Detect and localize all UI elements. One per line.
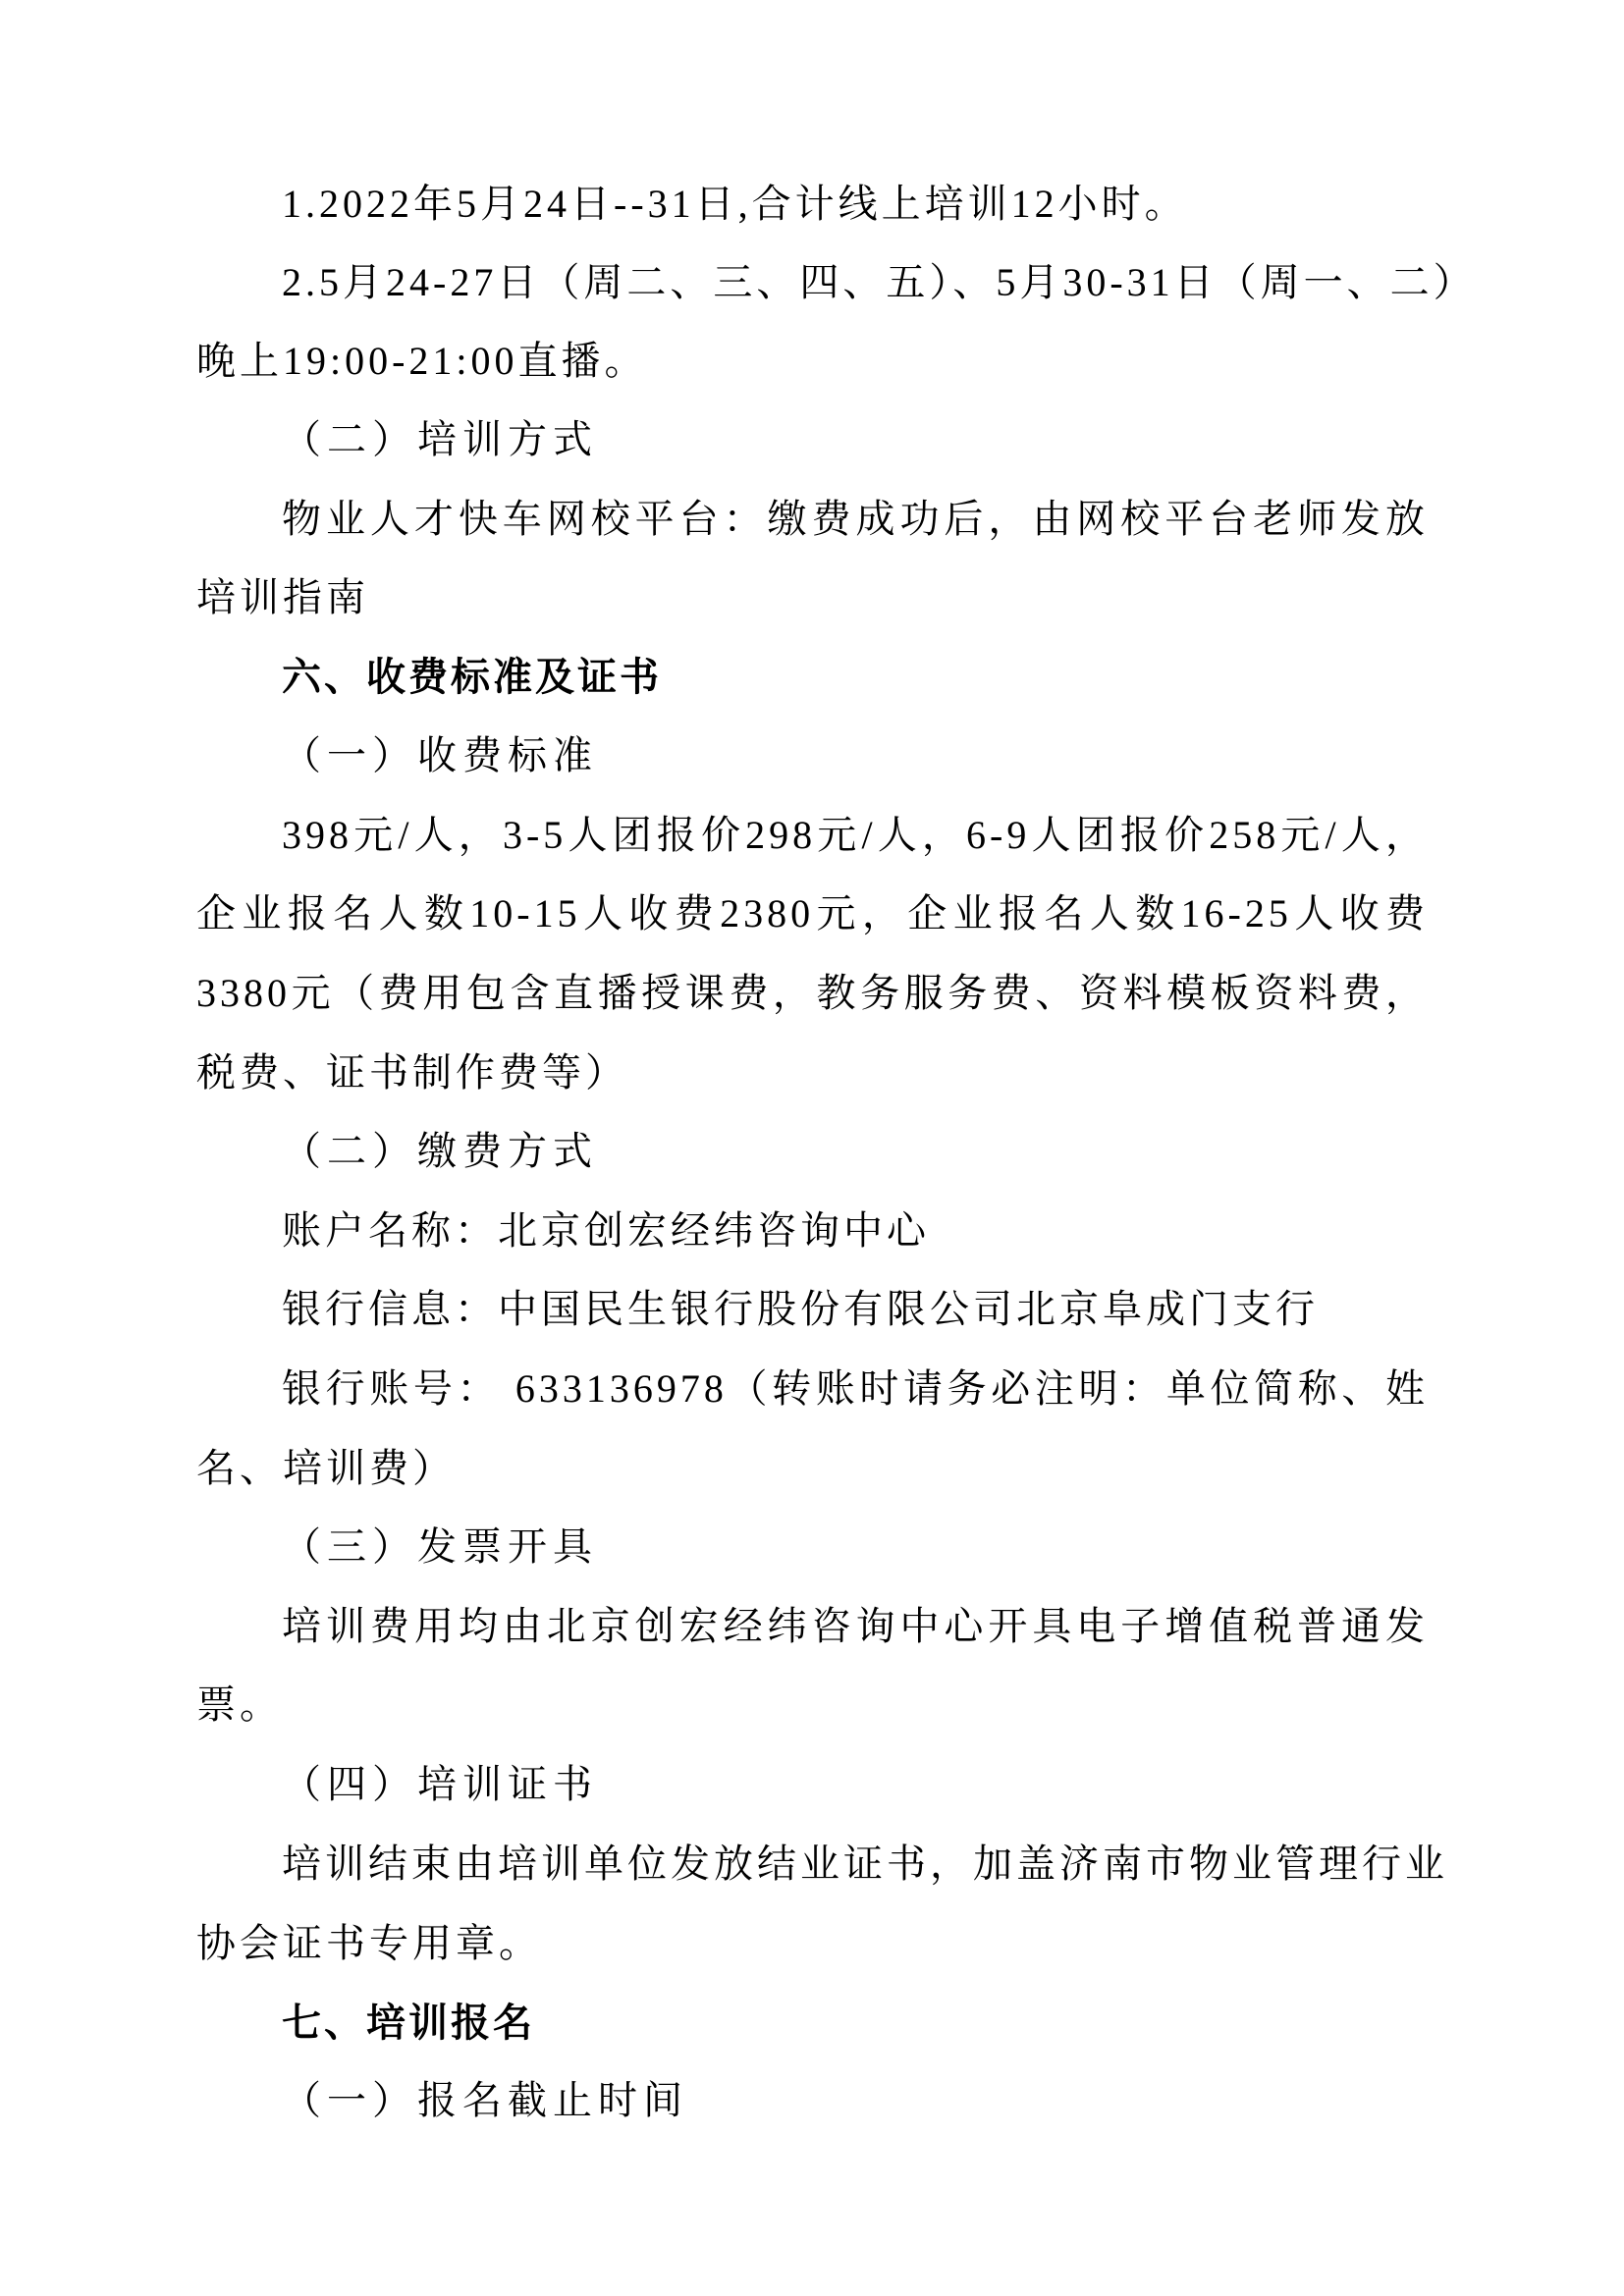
fee-standard-heading: （一）收费标准 <box>282 733 598 778</box>
certificate-body: 培训结束由培训单位发放结业证书，加盖济南市物业管理行业 <box>282 1842 1448 1886</box>
section-7-heading: 七、培训报名 <box>282 2001 535 2046</box>
bank-info: 银行信息：中国民生银行股份有限公司北京阜成门支行 <box>282 1287 1319 1331</box>
training-method-heading: （二）培训方式 <box>282 417 598 462</box>
registration-deadline-heading: （一）报名截止时间 <box>282 2078 688 2123</box>
account-name: 账户名称：北京创宏经纬咨询中心 <box>282 1208 930 1253</box>
fee-standard-line: 税费、证书制作费等） <box>196 1050 628 1095</box>
fee-standard-line: 企业报名人数10-15人收费2380元，企业报名人数16-25人收费 <box>196 891 1429 935</box>
section-6-heading: 六、收费标准及证书 <box>282 655 662 700</box>
payment-method-heading: （二）缴费方式 <box>282 1129 598 1174</box>
certificate-heading: （四）培训证书 <box>282 1762 598 1807</box>
invoice-body: 培训费用均由北京创宏经纬咨询中心开具电子增值税普通发 <box>282 1604 1429 1648</box>
training-method-body: 物业人才快车网校平台：缴费成功后，由网校平台老师发放 <box>282 497 1429 541</box>
schedule-item-2-continued: 晚上19:00-21:00直播。 <box>196 339 648 383</box>
account-number: 银行账号： 633136978（转账时请务必注明：单位简称、姓 <box>282 1366 1429 1411</box>
account-number-continued: 名、培训费） <box>196 1446 456 1490</box>
fee-standard-line: 398元/人，3-5人团报价298元/人，6-9人团报价258元/人， <box>282 813 1429 857</box>
invoice-heading: （三）发票开具 <box>282 1524 598 1570</box>
invoice-body-continued: 票。 <box>196 1682 283 1727</box>
schedule-item-2: 2.5月24-27日（周二、三、四、五）、5月30-31日（周一、二） <box>282 260 1477 304</box>
certificate-body-continued: 协会证书专用章。 <box>196 1921 542 1965</box>
training-method-body-continued: 培训指南 <box>196 575 369 619</box>
schedule-item-1: 1.2022年5月24日--31日,合计线上培训12小时。 <box>282 182 1188 226</box>
fee-standard-line: 3380元（费用包含直播授课费，教务服务费、资料模板资料费， <box>196 971 1429 1015</box>
